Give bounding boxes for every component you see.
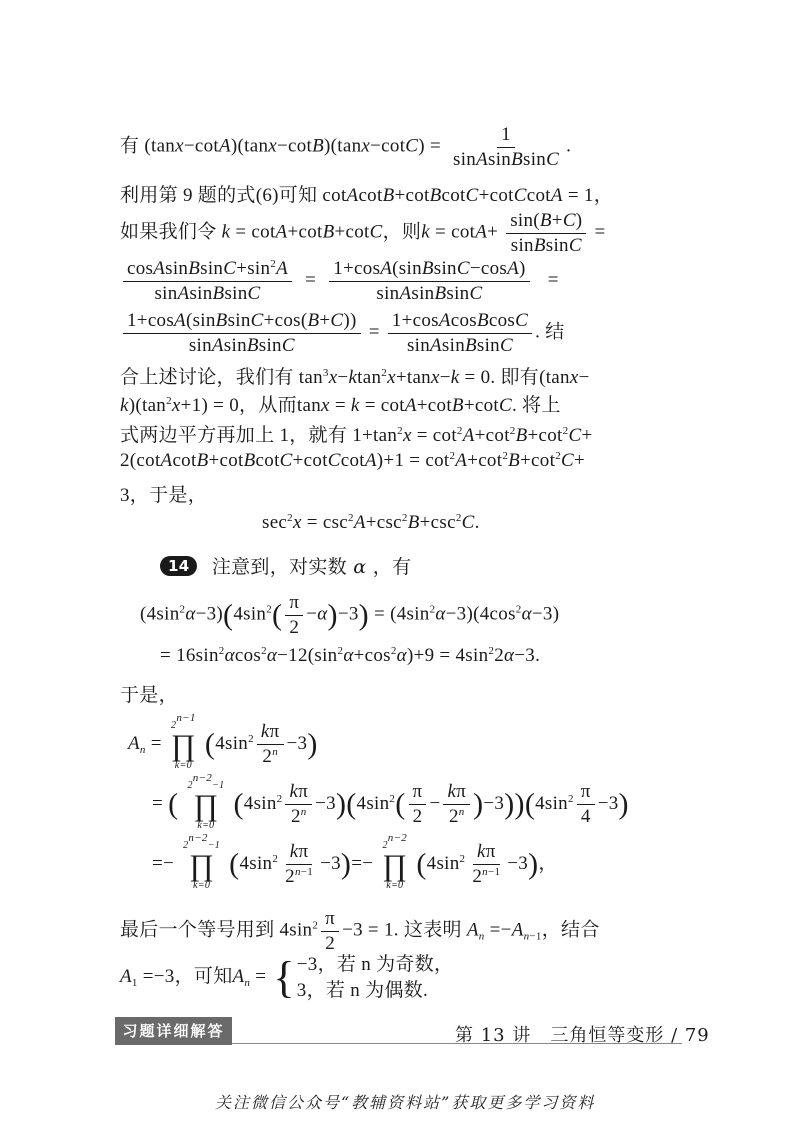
fraction: $\frac{\text{1+cosA(sinBsinC+cos(B+C))}}{\text{sinAsinBsinC}}$	[123, 310, 361, 357]
line-text: ，则	[382, 221, 422, 243]
line-text: 于是，	[120, 684, 178, 706]
eq-line-8: $k)(\tan^2x+1) = 0$，从而tanx = k = cotA+cotB+cotC. 将上	[120, 395, 561, 416]
eq-line-4: $\frac{cosAsinBsinC+\sin^2A}{\text{sinAsinBsinC}}$ = $\frac{\text{1+cosA(sinBsinC−cosA)}}{\text{sinAsinBsinC}}$ =	[120, 258, 559, 305]
line-text: ，有	[372, 556, 412, 578]
line-text: ，从而	[239, 395, 297, 416]
fraction: $\frac{k\pi}{2^{n-1}}$	[472, 841, 501, 887]
fraction: $\frac{\text{1+cosA(sinBsinC−cosA)}}{\text{sinAsinBsinC}}$	[329, 258, 529, 305]
section-label: 习题详细解答	[115, 1017, 232, 1045]
eq-line-10: 2(cotAcotB+cotBcotC+cotCcotA)+1 = $\cot^2A+\cot^2B+\cot^2C+$	[120, 450, 585, 471]
piecewise-cases	[297, 952, 454, 1003]
eq-line-2: 利用第 9 题的式(6)可知 cotAcotB+cotBcotC+cotCcotA = 1，	[120, 185, 613, 206]
eq-line-7: 合上述讨论，我们有 $\tan^3x-ktan^2x+\tan x-k = 0$. 即有(tanx−	[120, 367, 590, 388]
line-text: 如果我们令	[120, 221, 217, 243]
eq-an-2: = ( $2^{n-2}-1$ ∏ k=0 ($4\sin^2$ $\frac{k\pi}{2^n}$ $-3)(4\sin^2$( $\frac{\pi}{2}$ − $\frac{k\pi}{2^n}$ )$-3))(4\sin^2$ $\frac{\pi}{4}$ −3)	[152, 772, 629, 831]
fraction: $\frac{\pi}{4}$	[577, 781, 595, 828]
eq-last-2: $A_1 =-3$，可知$A_n$ = { −3，若 n 为奇数， 3，若 n 为偶数.	[120, 953, 454, 1003]
problem-14-header	[160, 552, 411, 579]
line-text: α	[353, 556, 367, 578]
fraction: $\frac{k\pi}{2^n}$	[285, 781, 312, 828]
line-text: ，可知	[174, 966, 233, 987]
eq-line-3: 如果我们令 k = cotA+cotB+cotC，则k = cotA+ $\frac{\sin(B+C)}{\text{sinBsinC}}$ =	[120, 210, 606, 256]
fraction: $\frac{\pi}{2}$	[321, 908, 339, 955]
line-text: 注意到，对实数	[211, 556, 347, 578]
product-symbol: $2^{n-2}-1$ ∏ k=0	[183, 832, 221, 891]
fraction: $\frac{\pi}{2}$	[409, 781, 427, 828]
eq-line-5: $\frac{\text{1+cosA(sinBsinC+cos(B+C))}}{\text{sinAsinBsinC}}$ = $\frac{\text{1+cosAcosBcosC}}{\text{sinAsinBsinC}}$ . 结	[120, 310, 565, 357]
watermark: 关注微信公众号“教辅资料站”获取更多学习资料	[215, 1093, 596, 1112]
fraction: $\frac{1}{\text{sinAsinBsinC}}$	[453, 124, 560, 170]
eq-14-line-1: $(4\sin^2\alpha-3)(4\sin^2$( $\frac{\pi}{2}$ $-\alpha)-3) = (4\sin^2\alpha-3)(4\cos^2\alpha-3)$	[140, 592, 560, 638]
eq-14-line-2: = $16\sin^2\alpha\cos^2\alpha-12(\sin^2\alpha+\cos^2\alpha)+9 = 4\sin^22\alpha-3$.	[160, 645, 541, 666]
eq-line-1: 有 (tanx−cotA)(tanx−cotB)(tanx−cotC) = $\frac{1}{\text{sinAsinBsinC}}$ .	[120, 124, 572, 170]
line-text: 最后一个等号用到	[120, 919, 275, 941]
fraction: $\frac{k\pi}{2^{n-1}}$	[285, 841, 314, 887]
line-text: 3，于是，	[120, 485, 208, 506]
left-brace: {	[273, 953, 295, 1003]
line-text: . 结	[535, 321, 565, 343]
fraction: $\frac{\text{1+cosAcosBcosC}}{\text{sinAsinBsinC}}$	[388, 310, 532, 357]
fraction: $\frac{\pi}{2}$	[285, 592, 303, 639]
fraction: $\frac{cosAsinBsinC+\sin^2A}{\text{sinAsinBsinC}}$	[123, 258, 292, 305]
eq-last-1: 最后一个等号用到 $4\sin^2$ $\frac{\pi}{2}$ −3 = 1. 这表明 $A_n =-A_{n-1}$，结合	[120, 908, 600, 954]
eq-sec: $\sec^2x = \csc^2A+\csc^2B+\csc^2C$.	[262, 512, 480, 533]
line-text: ，结合	[541, 919, 600, 941]
eq-an-1: $A_n$ = $2^{n-1}$ ∏ k=0 ($4\sin^2$ $\frac{k\pi}{2^n}$ −3)	[128, 712, 318, 771]
line-text: 有	[120, 135, 140, 157]
line-text: . 将上	[511, 395, 561, 416]
line-text: . 这表明	[393, 919, 462, 941]
eq-line-9: 式两边平方再加上 1，就有 $1+\tan^2x = \cot^2A+\cot^2B+\cot^2C+$	[120, 425, 593, 446]
line-text: 合上述讨论，我们有	[120, 367, 294, 388]
fraction: $\frac{\sin(B+C)}{\text{sinBsinC}}$	[506, 210, 586, 257]
fraction: $\frac{k\pi}{2^n}$	[257, 721, 284, 768]
line-text: . 即有	[490, 367, 540, 388]
product-symbol: $2^{n-1}$ ∏ k=0	[170, 712, 196, 771]
page-footer: 第 13 讲 三角恒等变形 / 79	[455, 1025, 710, 1046]
case-line: 3，若 n 为偶数.	[296, 979, 429, 1001]
line-text: 利用第 9 题的式(6)可知	[120, 185, 318, 206]
case-line: −3，若 n 为奇数，	[296, 954, 454, 975]
product-symbol: $2^{n-2}-1$ ∏ k=0	[187, 772, 225, 831]
eq-line-11	[120, 480, 207, 507]
yushi-line	[120, 680, 178, 707]
fraction: $\frac{k\pi}{2^n}$	[443, 781, 470, 828]
product-symbol: $2^{n-2}$ ∏ k=0	[382, 832, 408, 891]
problem-number-badge: 14	[160, 556, 197, 576]
eq-an-3: =− $2^{n-2}-1$ ∏ k=0 ($4\sin^2$ $\frac{k\pi}{2^{n-1}}$ −3)=− $2^{n-2}$ ∏ k=0 ($4\sin^2$ $\frac{k\pi}{2^{n-1}}$ −3)，	[152, 832, 558, 891]
line-text: 式两边平方再加上 1，就有	[120, 425, 348, 446]
